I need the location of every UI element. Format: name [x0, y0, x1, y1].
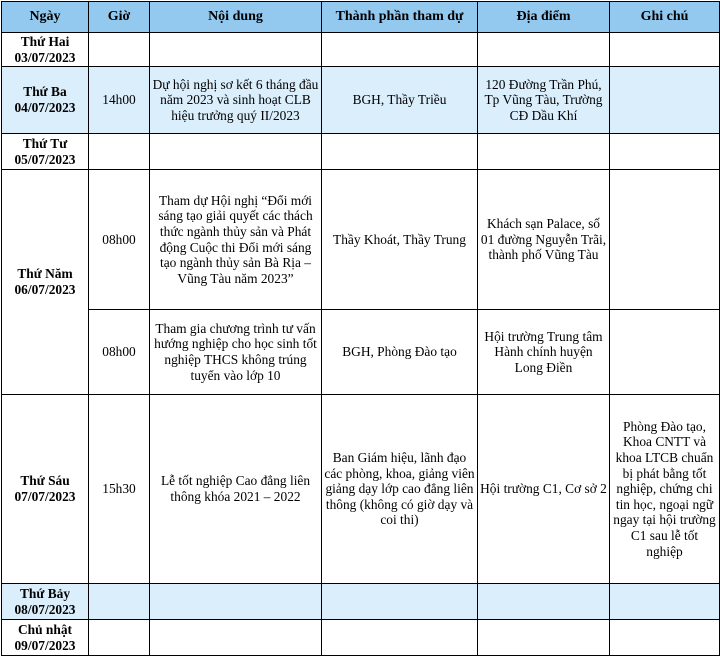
day-cell [2, 170, 89, 395]
day-name: Thứ Ba [23, 84, 67, 100]
participants-cell: Ban Giám hiệu, lãnh đạo các phòng, khoa, giảng viên giảng dạy lớp cao đẳng liên thông (không có giờ dạy và coi thi) [322, 395, 478, 584]
day-name: Chủ nhật [18, 621, 72, 637]
time-cell [89, 584, 150, 620]
day-date: 07/07/2023 [14, 489, 76, 504]
content-cell: Lễ tốt nghiệp Cao đẳng liên thông khóa 2021 – 2022 [150, 395, 322, 584]
location-cell [478, 584, 610, 620]
header-note: Ghi chú [610, 2, 720, 33]
header-day: Ngày [2, 2, 89, 33]
table-row-wednesday [2, 134, 720, 170]
header-location: Địa điểm [478, 2, 610, 33]
note-cell: Phòng Đào tạo, Khoa CNTT và khoa LTCB chuẩn bị phát bằng tốt nghiệp, chứng chi tin học, ngoại ngữ ngay tại hội trường C1 sau lễ tốt nghiệp [610, 395, 720, 584]
participants-cell: Thầy Khoát, Thầy Trung [322, 170, 478, 310]
note-cell [610, 134, 720, 170]
note-cell [610, 584, 720, 620]
content-cell: Dự hội nghị sơ kết 6 tháng đầu năm 2023 và sinh hoạt CLB hiệu trưởng quý II/2023 [150, 67, 322, 134]
note-cell [610, 67, 720, 134]
participants-cell [322, 33, 478, 67]
table-row-monday [2, 33, 720, 67]
table-row-saturday [2, 584, 720, 620]
day-name: Thứ Tư [22, 135, 68, 151]
location-cell: Hội trường C1, Cơ sở 2 [478, 395, 610, 584]
schedule-table [1, 1, 720, 656]
content-cell [150, 33, 322, 67]
participants-cell [322, 584, 478, 620]
location-cell [478, 620, 610, 656]
day-date: 05/07/2023 [14, 151, 76, 167]
time-cell: 14h00 [89, 67, 150, 134]
participants-cell [322, 620, 478, 656]
day-date: 04/07/2023 [14, 100, 76, 115]
time-cell: 08h00 [89, 170, 150, 310]
note-cell [610, 33, 720, 67]
header-participants: Thành phần tham dự [322, 2, 478, 33]
content-cell: Tham dự Hội nghị “Đổi mới sáng tạo giải quyết các thách thức ngành thủy sản và Phát động Cuộc thi Đổi mới sáng tạo ngành thủy sản Bà Rịa – Vũng Tàu năm 2023” [150, 170, 322, 310]
day-cell [2, 67, 89, 134]
table-row-sunday [2, 620, 720, 656]
location-cell: 120 Đường Trần Phú, Tp Vũng Tàu, Trường CĐ Dầu Khí [478, 67, 610, 134]
participants-cell: BGH, Thầy Triều [322, 67, 478, 134]
time-cell [89, 134, 150, 170]
header-time: Giờ [89, 2, 150, 33]
location-cell: Khách sạn Palace, số 01 đường Nguyễn Trãi, thành phố Vũng Tàu [478, 170, 610, 310]
content-cell: Tham gia chương trình tư vấn hướng nghiệp cho học sinh tốt nghiệp THCS không trúng tuyển vào lớp 10 [150, 310, 322, 395]
location-cell: Hội trường Trung tâm Hành chính huyện Long Điền [478, 310, 610, 395]
day-date: 06/07/2023 [14, 282, 76, 297]
participants-cell: BGH, Phòng Đào tạo [322, 310, 478, 395]
location-cell [478, 33, 610, 67]
day-cell [2, 134, 89, 170]
table-row-thursday-2 [2, 310, 720, 395]
content-cell [150, 134, 322, 170]
time-cell: 08h00 [89, 310, 150, 395]
content-cell [150, 620, 322, 656]
day-name: Thứ Năm [17, 266, 73, 282]
day-name: Thứ Bảy [19, 585, 71, 601]
note-cell [610, 620, 720, 656]
note-cell [610, 170, 720, 310]
day-date: 09/07/2023 [14, 637, 76, 653]
day-cell [2, 620, 89, 656]
time-cell: 15h30 [89, 395, 150, 584]
day-cell [2, 584, 89, 620]
day-date: 08/07/2023 [14, 601, 76, 617]
participants-cell [322, 134, 478, 170]
time-cell [89, 33, 150, 67]
table-row-friday [2, 395, 720, 584]
table-row-tuesday [2, 67, 720, 134]
header-content: Nội dung [150, 2, 322, 33]
day-cell [2, 395, 89, 584]
note-cell [610, 310, 720, 395]
day-date: 03/07/2023 [14, 49, 76, 65]
day-cell [2, 33, 89, 67]
content-cell [150, 584, 322, 620]
day-name: Thứ Sáu [20, 473, 70, 489]
header-row [2, 2, 720, 33]
day-name: Thứ Hai [20, 33, 70, 49]
table-row-thursday-1 [2, 170, 720, 310]
time-cell [89, 620, 150, 656]
location-cell [478, 134, 610, 170]
